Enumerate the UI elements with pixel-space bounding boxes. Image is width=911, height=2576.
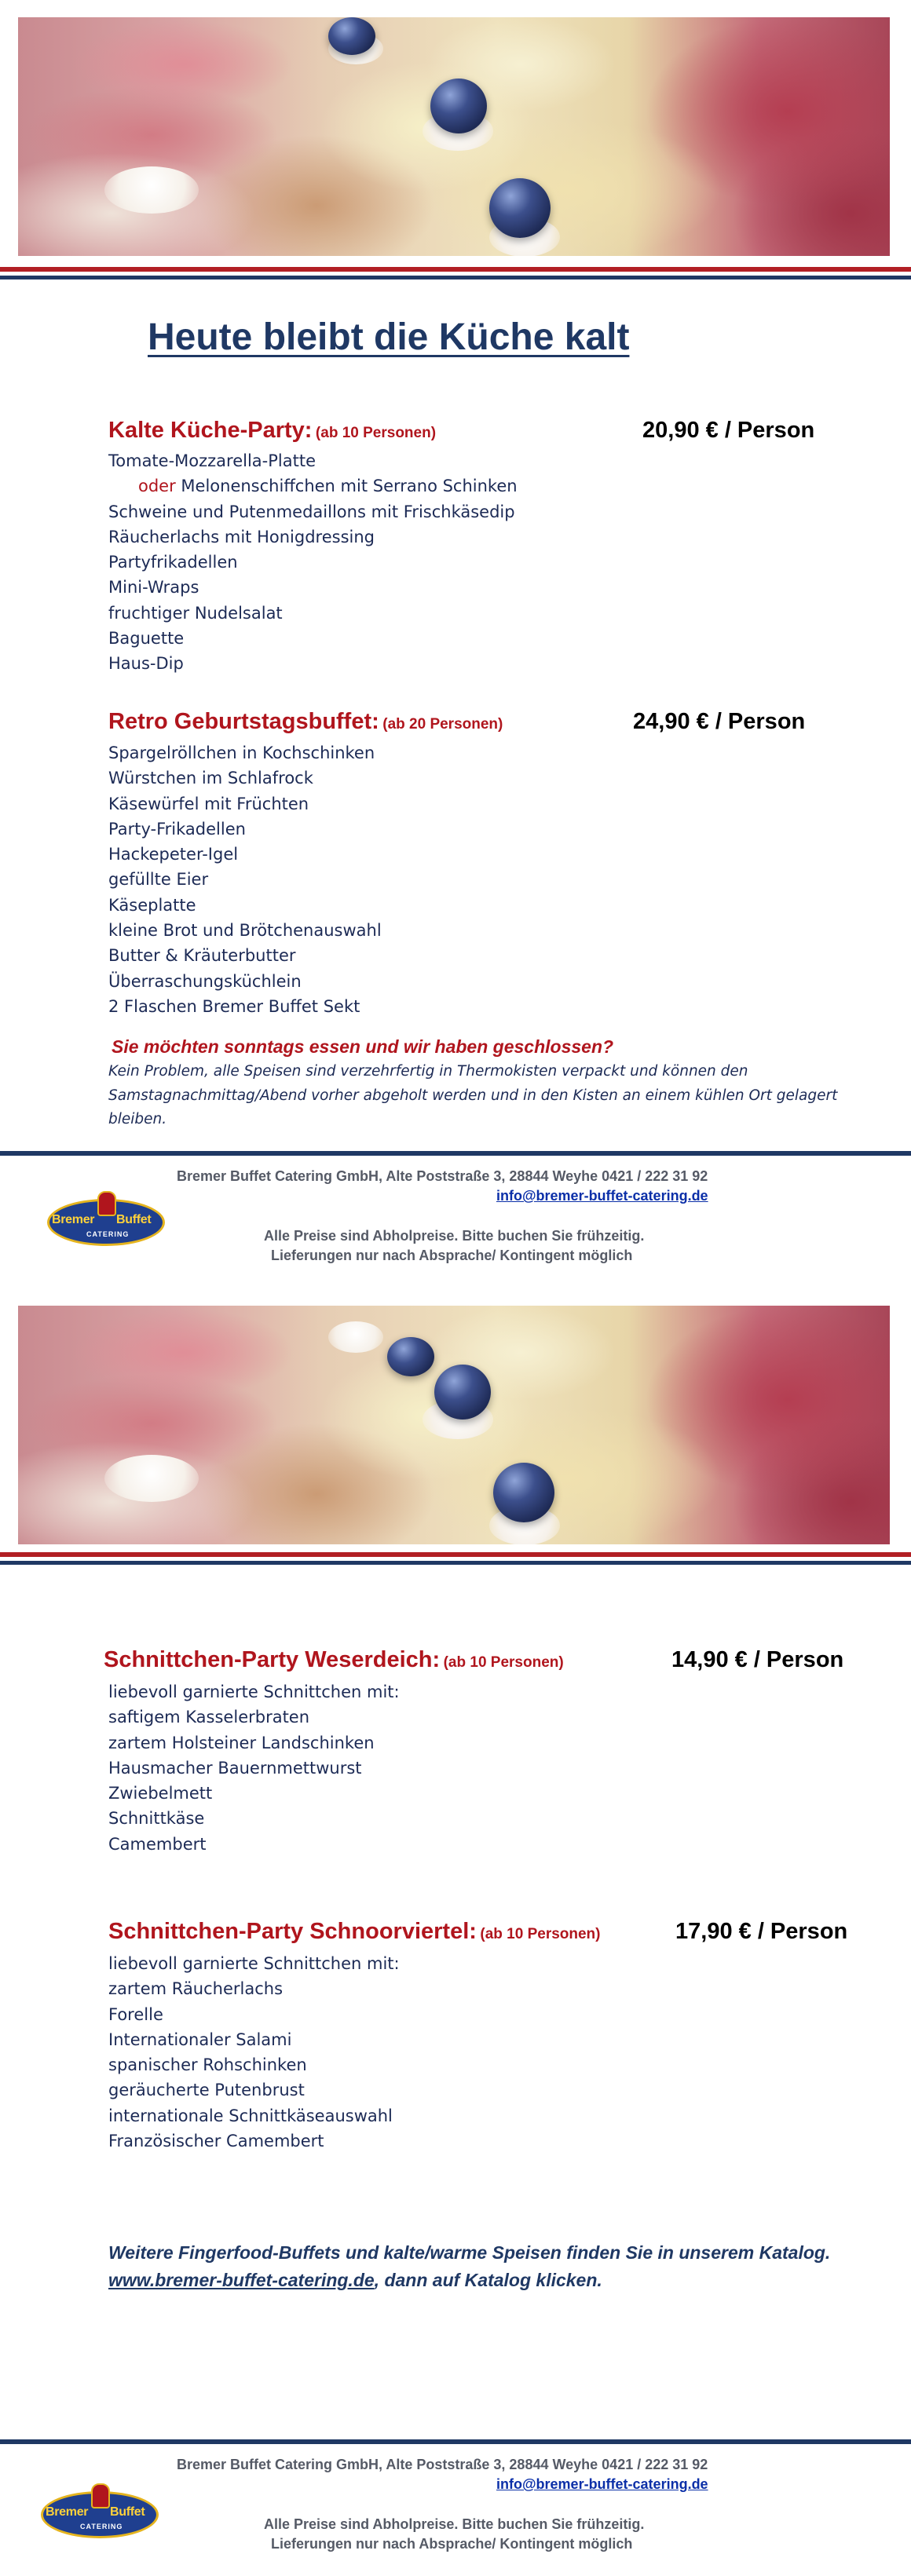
footer-prices-note: Alle Preise sind Abholpreise. Bitte buchen Sie frühzeitig. xyxy=(264,2516,645,2532)
list-item: Käseplatte xyxy=(108,895,196,915)
catalog-website-link[interactable]: www.bremer-buffet-catering.de xyxy=(108,2270,375,2290)
list-item xyxy=(108,473,518,499)
list-item: zartem Holsteiner Landschinken xyxy=(108,1733,375,1752)
divider-stripe-navy xyxy=(0,1561,911,1565)
list-item: Räucherlachs mit Honigdressing xyxy=(108,527,375,546)
food-banner-image xyxy=(18,17,890,256)
footer-delivery-note: Lieferungen nur nach Absprache/ Kontingent möglich xyxy=(271,1248,633,1263)
price-schnoorviertel: 17,90 € / Person xyxy=(675,1919,848,1944)
list-item: spanischer Rohschinken xyxy=(108,2055,307,2075)
list-item: Camembert xyxy=(108,1834,207,1854)
section-title-schnoorviertel xyxy=(108,1919,601,1945)
blueberry xyxy=(430,79,487,133)
section-note: (ab 10 Personen) xyxy=(443,1654,564,1671)
list-item: Zwiebelmett xyxy=(108,1784,213,1803)
blueberry xyxy=(387,1337,434,1376)
menu-list-retro-geburtstag xyxy=(108,740,382,1019)
blueberry xyxy=(328,17,375,55)
divider-stripe-navy xyxy=(0,276,911,280)
section-name: Retro Geburtstagsbuffet: xyxy=(108,709,379,734)
list-item: kleine Brot und Brötchenauswahl xyxy=(108,921,382,941)
logo-figure-icon xyxy=(97,1191,116,1216)
oder-word: oder xyxy=(138,477,176,496)
food-banner-image xyxy=(18,1306,890,1544)
footer-email-link[interactable]: info@bremer-buffet-catering.de xyxy=(496,1188,708,1204)
logo-word-left: Bremer xyxy=(52,1213,95,1226)
logo-word-left: Bremer xyxy=(46,2505,89,2519)
list-item: Partyfrikadellen xyxy=(108,553,238,572)
footer-delivery-note: Lieferungen nur nach Absprache/ Kontingent möglich xyxy=(271,2536,633,2552)
bremer-buffet-logo xyxy=(47,1191,165,1248)
list-item: 2 Flaschen Bremer Buffet Sekt xyxy=(108,996,360,1016)
list-item: gefüllte Eier xyxy=(108,870,209,890)
section-note: (ab 10 Personen) xyxy=(480,1926,601,1942)
section-title-kalte-kueche xyxy=(108,418,436,444)
list-item: geräucherte Putenbrust xyxy=(108,2081,305,2100)
list-item: Überraschungsküchlein xyxy=(108,971,302,991)
footer-prices-note: Alle Preise sind Abholpreise. Bitte buchen Sie frühzeitig. xyxy=(264,1228,645,1244)
menu-list-weserdeich xyxy=(108,1679,400,1857)
list-item: Würstchen im Schlafrock xyxy=(108,769,313,788)
list-item: Käsewürfel mit Früchten xyxy=(108,794,309,813)
promo-line-2-rest: , dann auf Katalog klicken. xyxy=(374,2270,602,2290)
menu-list-kalte-kueche xyxy=(108,448,518,677)
logo-figure-icon xyxy=(91,2483,110,2508)
footer-divider xyxy=(0,1151,911,1156)
section-title-retro-geburtstag xyxy=(108,709,503,735)
footer-address: Bremer Buffet Catering GmbH, Alte Poststraße 3, 28844 Weyhe 0421 / 222 31 92 xyxy=(177,1168,708,1184)
section-note: (ab 10 Personen) xyxy=(315,425,437,441)
page-title: Heute bleibt die Küche kalt xyxy=(148,316,630,358)
footer-email-link[interactable]: info@bremer-buffet-catering.de xyxy=(496,2476,708,2492)
section-name: Schnittchen-Party Schnoorviertel: xyxy=(108,1919,477,1944)
list-item: Butter & Kräuterbutter xyxy=(108,946,296,966)
sunday-answer: Kein Problem, alle Speisen sind verzehrfertig in Thermokisten verpackt und können den Samstagnachmittag/Abend vorher abgeholt werden und in den Kisten an einem kühlen Ort gelagert bleiben. xyxy=(108,1063,838,1127)
list-item: Internationaler Salami xyxy=(108,2030,292,2049)
footer-divider xyxy=(0,2439,911,2444)
sunday-question: Sie möchten sonntags essen und wir haben geschlossen? xyxy=(112,1036,614,1057)
promo-line-1: Weitere Fingerfood-Buffets und kalte/warme Speisen finden Sie in unserem Katalog. xyxy=(108,2242,831,2263)
list-item: Französischer Camembert xyxy=(108,2132,324,2151)
list-item: Party-Frikadellen xyxy=(108,819,246,839)
logo-sub: CATERING xyxy=(86,1230,130,1238)
list-item: Haus-Dip xyxy=(108,654,184,674)
divider-stripe-red xyxy=(0,1552,911,1557)
list-item: fruchtiger Nudelsalat xyxy=(108,603,283,623)
cream-dollop xyxy=(104,166,199,214)
cream-dollop xyxy=(328,1321,383,1353)
blueberry xyxy=(493,1463,554,1522)
list-item-text: Melonenschiffchen mit Serrano Schinken xyxy=(181,477,518,496)
list-item: Mini-Wraps xyxy=(108,578,199,597)
list-item: Schnittkäse xyxy=(108,1809,205,1829)
logo-sub: CATERING xyxy=(80,2523,123,2530)
price-retro-geburtstag: 24,90 € / Person xyxy=(633,709,806,734)
list-item: Hausmacher Bauernmettwurst xyxy=(108,1758,362,1778)
section-title-weserdeich xyxy=(104,1647,564,1673)
menu-list-schnoorviertel xyxy=(108,1951,400,2154)
divider-stripe-red xyxy=(0,267,911,272)
blueberry xyxy=(489,178,551,238)
promo-line-2 xyxy=(108,2270,602,2291)
section-note: (ab 20 Personen) xyxy=(382,716,503,733)
bremer-buffet-logo xyxy=(41,2483,159,2540)
blueberry xyxy=(434,1365,491,1420)
list-item: internationale Schnittkäseauswahl xyxy=(108,2106,393,2125)
list-item: Hackepeter-Igel xyxy=(108,845,239,864)
list-item: liebevoll garnierte Schnittchen mit: xyxy=(108,1954,400,1973)
list-item: saftigem Kasselerbraten xyxy=(108,1708,310,1727)
footer-address: Bremer Buffet Catering GmbH, Alte Poststraße 3, 28844 Weyhe 0421 / 222 31 92 xyxy=(177,2457,708,2472)
list-item: Schweine und Putenmedaillons mit Frischkäsedip xyxy=(108,502,515,521)
price-weserdeich: 14,90 € / Person xyxy=(671,1647,844,1672)
cream-dollop xyxy=(104,1455,199,1502)
logo-word-right: Buffet xyxy=(116,1213,152,1226)
logo-word-right: Buffet xyxy=(110,2505,145,2519)
list-item: liebevoll garnierte Schnittchen mit: xyxy=(108,1683,400,1701)
price-kalte-kueche: 20,90 € / Person xyxy=(642,418,815,443)
list-item: Tomate-Mozzarella-Platte xyxy=(108,451,316,470)
section-name: Schnittchen-Party Weserdeich: xyxy=(104,1647,441,1672)
list-item: zartem Räucherlachs xyxy=(108,1979,284,1999)
list-item: Baguette xyxy=(108,629,185,649)
list-item: Forelle xyxy=(108,2004,163,2024)
section-name: Kalte Küche-Party: xyxy=(108,418,313,443)
list-item: Spargelröllchen in Kochschinken xyxy=(108,744,375,762)
